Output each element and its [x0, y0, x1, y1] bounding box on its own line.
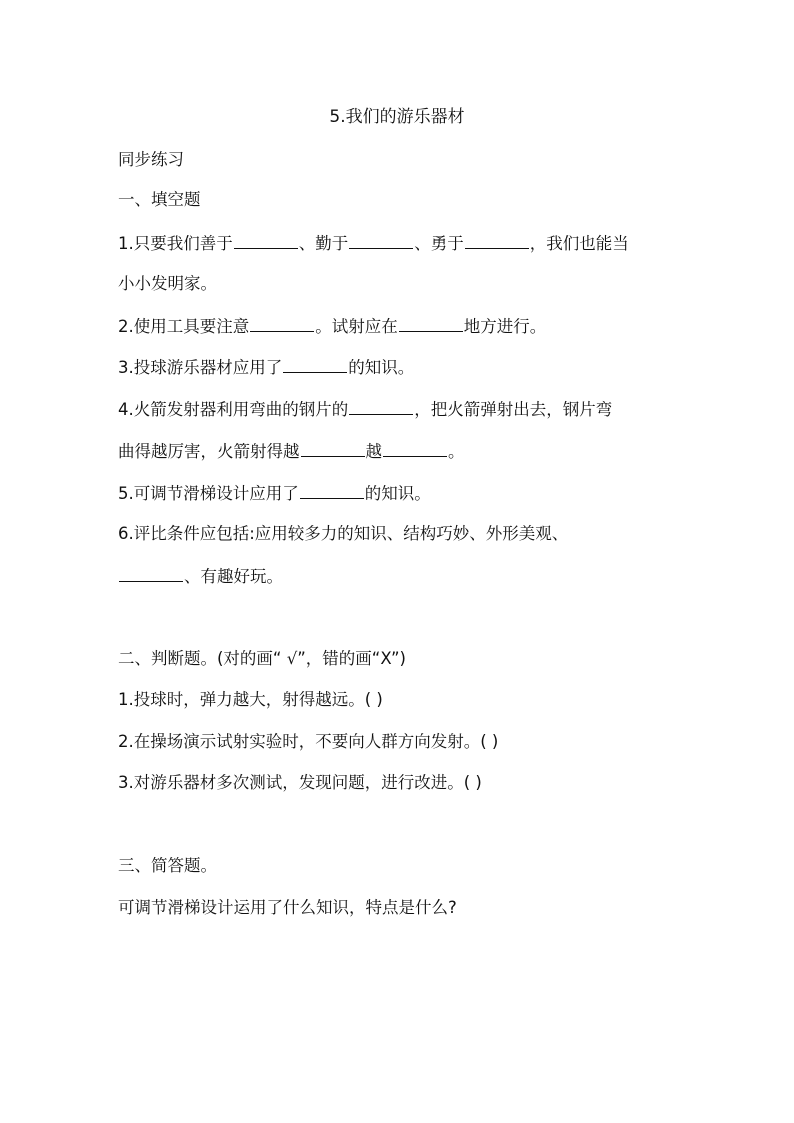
- question-text: ，我们也能当: [529, 234, 629, 253]
- answer-blank[interactable]: [300, 483, 364, 499]
- question-2-3: 3.对游乐器材多次测试，发现问题，进行改进。( ): [118, 773, 482, 792]
- question-text: 的知识。: [364, 484, 431, 503]
- question-text: 、勇于: [414, 234, 464, 253]
- question-text: 3.投球游乐器材应用了: [118, 358, 283, 377]
- answer-blank[interactable]: [465, 233, 529, 249]
- answer-blank[interactable]: [383, 441, 447, 457]
- question-1-1-line2: 小小发明家。: [118, 274, 217, 293]
- subtitle: 同步练习: [118, 150, 184, 169]
- question-text: 越: [365, 442, 382, 461]
- question-text: 曲得越厉害，火箭射得越: [118, 442, 300, 461]
- answer-blank[interactable]: [399, 316, 463, 332]
- question-1-6-line1: 6.评比条件应包括:应用较多力的知识、结构巧妙、外形美观、: [118, 524, 569, 543]
- question-text: 、勤于: [298, 234, 349, 253]
- answer-blank[interactable]: [234, 233, 298, 249]
- question-1-6-line2: [118, 566, 283, 587]
- question-1-1-line1: [118, 233, 629, 254]
- answer-blank[interactable]: [349, 399, 413, 415]
- answer-blank[interactable]: [301, 441, 365, 457]
- question-text: 、有趣好玩。: [184, 567, 283, 586]
- question-text: 。试射应在: [315, 317, 398, 336]
- answer-blank[interactable]: [349, 233, 413, 249]
- section3-heading: 三、简答题。: [118, 856, 217, 875]
- answer-blank[interactable]: [283, 357, 347, 373]
- question-3-1: 可调节滑梯设计运用了什么知识，特点是什么?: [118, 898, 457, 917]
- question-text: 2.使用工具要注意: [118, 317, 250, 336]
- question-text: 地方进行。: [463, 317, 547, 336]
- question-2-2: 2.在操场演示试射实验时，不要向人群方向发射。( ): [118, 732, 499, 751]
- question-text: ，把火箭弹射出去，钢片弯: [414, 400, 613, 419]
- question-2-1: 1.投球时，弹力越大，射得越远。( ): [118, 690, 383, 709]
- page-title: 5.我们的游乐器材: [329, 107, 465, 127]
- section2-heading: 二、判断题。(对的画“ √”，错的画“X”): [118, 649, 406, 668]
- question-1-4-line1: [118, 399, 612, 420]
- question-text: 的知识。: [348, 358, 415, 377]
- question-1-4-line2: [118, 441, 465, 462]
- question-text: 5.可调节滑梯设计应用了: [118, 484, 299, 503]
- question-text: 1.只要我们善于: [118, 234, 233, 253]
- question-1-2: [118, 316, 546, 337]
- question-1-3: [118, 357, 414, 378]
- question-text: 。: [448, 442, 465, 461]
- question-text: 4.火箭发射器利用弯曲的钢片的: [118, 400, 349, 419]
- question-1-5: [118, 483, 431, 504]
- section1-heading: 一、填空题: [118, 190, 201, 209]
- answer-blank[interactable]: [250, 316, 314, 332]
- answer-blank[interactable]: [119, 566, 183, 582]
